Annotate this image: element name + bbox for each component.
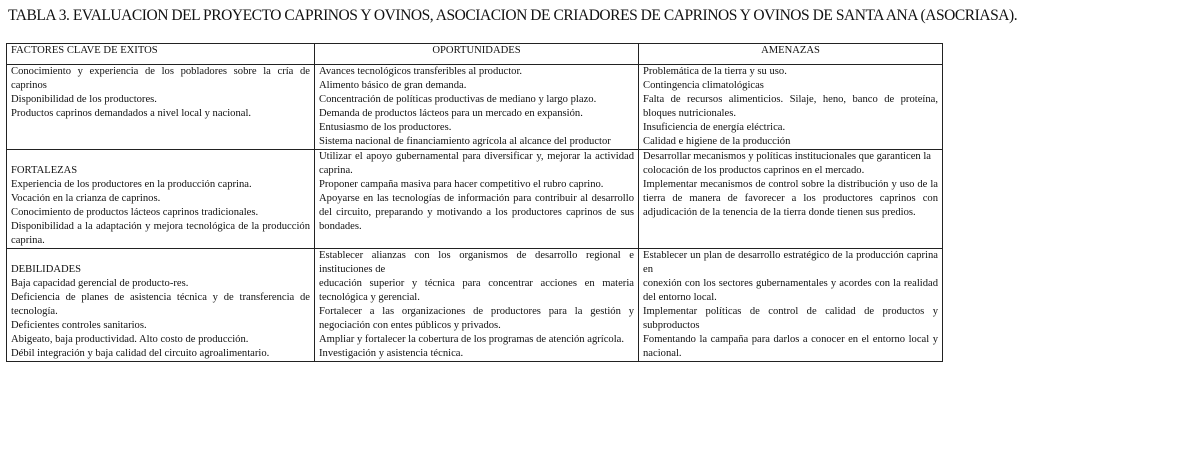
list-item: Establecer alianzas con los organismos de desarrollo regional e instituciones de [319, 250, 634, 275]
list-item: Conocimiento y experiencia de los pobladores sobre la cría de caprinos [11, 66, 310, 91]
list-item: Disponibilidad de los productores. [11, 94, 157, 105]
list-item: Experiencia de los productores en la producción caprina. [11, 179, 252, 190]
cell-fortalezas [7, 150, 315, 249]
list-item: Falta de recursos alimenticios. Silaje, heno, banco de proteína, bloques nutricionales. [643, 94, 938, 119]
row-debilidades [7, 249, 943, 362]
list-item: Ampliar y fortalecer la cobertura de los programas de atención agrícola. [319, 334, 625, 345]
list-item: Disponibilidad a la adaptación y mejora tecnológica de la producción caprina. [11, 221, 310, 246]
fortalezas-label: FORTALEZAS [11, 165, 78, 176]
list-item: Conocimiento de productos lácteos caprinos tradicionales. [11, 207, 259, 218]
table-title: TABLA 3. EVALUACION DEL PROYECTO CAPRINOS Y OVINOS, ASOCIACION DE CRIADORES DE CAPRINOS Y OVINOS DE SANTA ANA (ASOCRIASA). [8, 7, 1018, 24]
cell-do-strategies [315, 249, 639, 362]
list-item: Débil integración y baja calidad del circuito agroalimentario. [11, 348, 270, 359]
list-item: Calidad e higiene de la producción [643, 136, 791, 147]
list-item: Insuficiencia de energía eléctrica. [643, 122, 786, 133]
list-item: Entusiasmo de los productores. [319, 122, 452, 133]
list-item: Demanda de productos lácteos para un mercado en expansión. [319, 108, 583, 119]
cell-amenazas-items [639, 65, 943, 150]
list-item: Implementar políticas de control de calidad de productos y subproductos [643, 306, 938, 331]
list-item: Contingencia climatológicas [643, 80, 764, 91]
list-item: Productos caprinos demandados a nivel local y nacional. [11, 108, 252, 119]
list-item: Avances tecnológicos transferibles al productor. [319, 66, 523, 77]
list-item: Desarrollar mecanismos y políticas institucionales que garanticen la [643, 151, 931, 162]
swot-table [6, 43, 943, 362]
list-item: Establecer un plan de desarrollo estratégico de la producción caprina en [643, 250, 938, 275]
cell-factores-items [7, 65, 315, 150]
cell-fa-strategies [639, 150, 943, 249]
row-fortalezas [7, 150, 943, 249]
list-item: Abigeato, baja productividad. Alto costo de producción. [11, 334, 249, 345]
row-factores [7, 65, 943, 150]
list-item: Concentración de políticas productivas de mediano y largo plazo. [319, 94, 597, 105]
cell-oportunidades-items [315, 65, 639, 150]
header-amenazas-label: AMENAZAS [761, 45, 820, 56]
list-item: Utilizar el apoyo gubernamental para diversificar y, mejorar la actividad caprina. [319, 151, 634, 176]
header-amenazas [639, 44, 943, 65]
list-item: conexión con los sectores gubernamentales y acordes con la realidad del entorno local. [643, 278, 938, 303]
list-item: Proponer campaña masiva para hacer competitivo el rubro caprino. [319, 179, 604, 190]
header-factores-label: FACTORES CLAVE DE EXITOS [11, 45, 158, 56]
cell-da-strategies [639, 249, 943, 362]
list-item: Fortalecer a las organizaciones de productores para la gestión y negociación con entes públicos y privados. [319, 306, 634, 331]
list-item: Alimento básico de gran demanda. [319, 80, 467, 91]
cell-debilidades [7, 249, 315, 362]
header-row [7, 44, 943, 65]
list-item: Apoyarse en las tecnologías de información para contribuir al desarrollo del circuito, preparando y motivando a los productores caprinos de sus bondades. [319, 193, 634, 232]
debilidades-label: DEBILIDADES [11, 264, 82, 275]
list-item: Deficientes controles sanitarios. [11, 320, 147, 331]
list-item: Baja capacidad gerencial de producto-res. [11, 278, 189, 289]
list-item: Deficiencia de planes de asistencia técnica y de transferencia de tecnología. [11, 292, 310, 317]
list-item: Vocación en la crianza de caprinos. [11, 193, 161, 204]
list-item: Fomentando la campaña para darlos a conocer en el entorno local y nacional. [643, 334, 938, 359]
list-item: educación superior y técnica para concentrar acciones en materia tecnológica y gerencial. [319, 278, 634, 303]
header-oportunidades-label: OPORTUNIDADES [432, 45, 521, 56]
list-item: colocación de los productos caprinos en el mercado. [643, 165, 865, 176]
list-item: Investigación y asistencia técnica. [319, 348, 464, 359]
list-item: Sistema nacional de financiamiento agrícola al alcance del productor [319, 136, 611, 147]
header-factores [7, 44, 315, 65]
list-item: Problemática de la tierra y su uso. [643, 66, 787, 77]
list-item: Implementar mecanismos de control sobre la distribución y uso de la tierra de manera de favorecer a los productores caprinos con adjudicación de la tenencia de la tierra donde tienen sus predios. [643, 179, 938, 218]
cell-fo-strategies [315, 150, 639, 249]
header-oportunidades [315, 44, 639, 65]
